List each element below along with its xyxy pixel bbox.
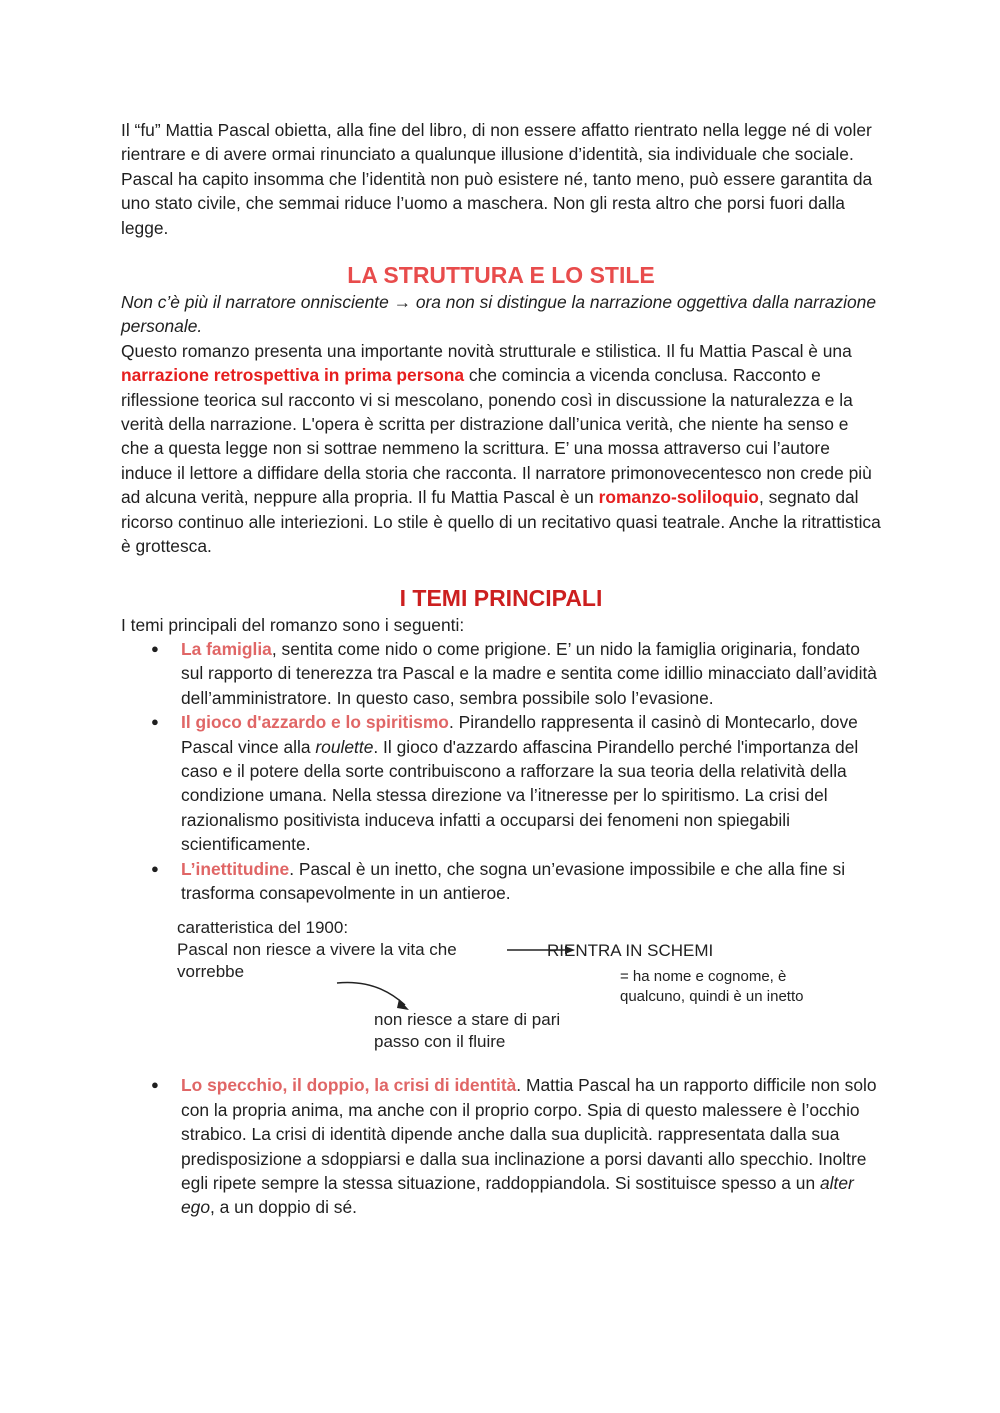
theme-title: Il gioco d'azzardo e lo spiritismo — [181, 712, 449, 733]
diagram-left-line2: Pascal non riesce a vivere la vita che vorrebbe — [177, 940, 457, 982]
bullet-icon: ● — [151, 1077, 159, 1093]
theme-item-gambling: ● Il gioco d'azzardo e lo spiritismo. Pirandello rappresenta il casinò di Montecarlo, dove Pascal vince alla roulette. Il gioco d'azzardo affascina Pirandello perché l'importanza del caso e il potere della sorte contribuiscono a rafforzare la sua teoria della relatività della condizione umana. Nella stessa direzione va l’itneresse per lo spiritismo. La crisi del razionalismo positivista induceva infatti a occuparsi dei fenomeni non spiegabili scientificamente. — [151, 712, 859, 855]
theme-title: Lo specchio, il doppio, la crisi di identità — [181, 1075, 517, 1096]
theme-title: L’inettitudine — [181, 858, 290, 879]
highlight-soliloquy: romanzo-soliloquio — [598, 487, 759, 508]
document-page — [121, 118, 881, 1220]
structure-paragraph: Questo romanzo presenta una importante novità strutturale e stilistica. Il fu Mattia Pascal è una narrazione retrospettiva in prima persona che comincia a vicenda conclusa. Racconto e riflessione teorica sul racconto vi si mescolano, ponendo così in discussione la naturalezza e la verità della narrazione. L'opera è scritta per distrazione dall’unica verità, che niente ha senso e che a questa legge non si sottrae nemmeno la scrittura. E’ una mossa attraverso cui l’autore induce il lettore a diffidare della storia che racconta. Il narratore primonovecentesco non crede più ad alcuna verità, neppure alla propria. Il fu Mattia Pascal è un romanzo-soliloquio, segnato dal ricorso continuo alle interiezioni. Lo stile è quello di un recitativo quasi teatrale. Anche la ritrattistica è grottesca. — [121, 340, 881, 557]
diagram-left-line1: caratteristica del 1900: — [177, 918, 349, 938]
diagram-right-note: = ha nome e cognome, è qualcuno, quindi è un inetto — [620, 968, 804, 1006]
themes-list — [121, 637, 881, 905]
theme-title: La famiglia — [181, 638, 272, 659]
themes-lead: I temi principali del romanzo sono i seguenti: — [121, 614, 465, 635]
bullet-icon: ● — [151, 860, 159, 876]
bullet-icon: ● — [151, 640, 159, 656]
arrow-curve-line — [337, 983, 405, 1006]
intro-paragraph: Il “fu” Mattia Pascal obietta, alla fine del libro, di non essere affatto rientrato nella legge né di voler rientrare e di avere ormai rinunciato a qualunque illusione d’identità, sia individuale che sociale. Pascal ha capito insomma che l’identità non può esistere né, tanto meno, può essere garantita da uno stato civile, che semmai riduce l’uomo a maschera. Non gli resta altro che porsi fuori dalla legge. — [121, 120, 873, 238]
theme-item-mirror: ● Lo specchio, il doppio, la crisi di identità. Mattia Pascal ha un rapporto difficile non solo con la propria anima, ma anche con il proprio corpo. Spia di questo malessere è l’occhio strabico. La crisi di identità dipende anche dalla sua duplicità. rappresentata dalla sua predisposizione a sdoppiarsi e dalla sua inclinazione a porsi davanti allo specchio. Inoltre egli ripete sempre la stessa situazione, raddoppiandola. Si sostituisce spesso a un alter ego, a un doppio di sé. — [151, 1075, 877, 1218]
section-title-structure: LA STRUTTURA E LO STILE — [347, 262, 655, 289]
themes-list-continued — [121, 1073, 881, 1219]
theme-item-family: ● La famiglia, sentita come nido o come prigione. E’ un nido la famiglia originaria, fondato sul rapporto di tenerezza tra Pascal e la madre e sentita come idillio minacciato dall’avidità dell’amministratore. In questo caso, sembra possibile solo l’evasione. — [151, 638, 877, 708]
section-title-themes: I TEMI PRINCIPALI — [399, 584, 603, 611]
diagram-right-title: RIENTRA IN SCHEMI — [547, 941, 714, 961]
bullet-icon: ● — [151, 714, 159, 730]
theme-item-ineptitude: ● L’inettitudine. Pascal è un inetto, che sogna un’evasione impossibile e che alla fine si trasforma consapevolmente in un antieroe. — [151, 858, 846, 903]
structure-italic-note: Non c’è più il narratore onnisciente → ora non si distingue la narrazione oggettiva dalla narrazione personale. — [121, 292, 877, 337]
diagram-bottom-note: non riesce a stare di pari passo con il fluire — [374, 1010, 561, 1052]
handwritten-diagram — [177, 911, 881, 1071]
highlight-retrospective: narrazione retrospettiva in prima persona — [121, 365, 465, 386]
